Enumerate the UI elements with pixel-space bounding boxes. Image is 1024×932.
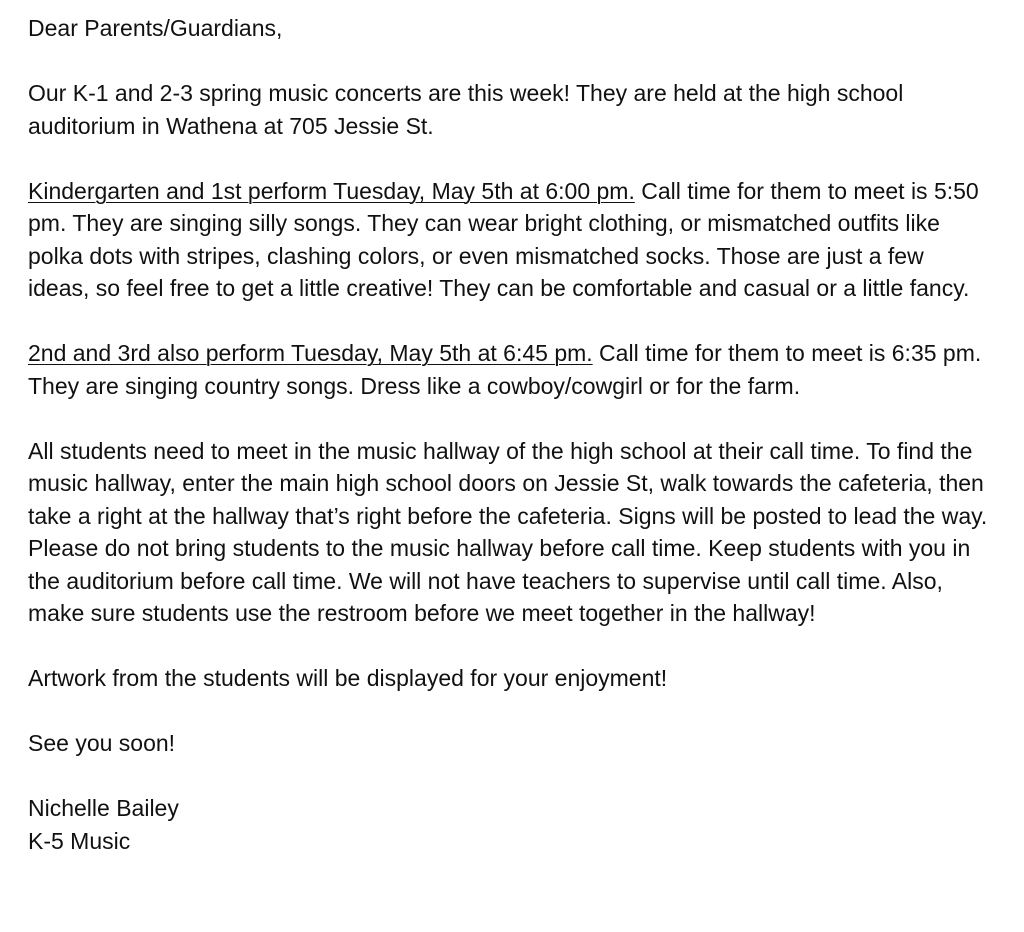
k1-paragraph — [28, 175, 988, 305]
letter-body — [28, 12, 988, 857]
greeting: Dear Parents/Guardians, — [28, 15, 283, 41]
k1-performance-heading: Kindergarten and 1st perform Tuesday, May 5th at 6:00 pm. — [28, 177, 635, 204]
g23-paragraph — [28, 337, 988, 402]
artwork-paragraph: Artwork from the students will be displayed for your enjoyment! — [28, 665, 668, 691]
k1-details: Call time for them to meet is 5:50 pm. They are singing silly songs. They can wear bright clothing, or mismatched outfits like polka dots with stripes, clashing colors, or even mismatched socks. Those are just a few ideas, so feel free to get a little creative! They can be comfortable and casual or a little fancy. — [28, 177, 979, 301]
closing: See you soon! — [28, 730, 176, 756]
signature-name: Nichelle Bailey — [28, 795, 179, 821]
intro-paragraph: Our K-1 and 2-3 spring music concerts are this week! They are held at the high school auditorium in Wathena at 705 Jessie St. — [28, 80, 904, 139]
g23-performance-heading: 2nd and 3rd also perform Tuesday, May 5th at 6:45 pm. — [28, 340, 593, 366]
g23-details: Call time for them to meet is 6:35 pm. They are singing country songs. Dress like a cowboy/cowgirl or for the farm. — [28, 340, 982, 399]
signature-title: K-5 Music — [28, 827, 131, 854]
directions-paragraph: All students need to meet in the music hallway of the high school at their call time. To find the music hallway, enter the main high school doors on Jessie St, walk towards the cafeteria, then take a right at the hallway that’s right before the cafeteria. Signs will be posted to lead the way. Please do not bring students to the music hallway before call time. Keep students with you in the auditorium before call time. We will not have teachers to supervise until call time. Also, make sure students use the restroom before we meet together in the hallway! — [28, 437, 988, 626]
